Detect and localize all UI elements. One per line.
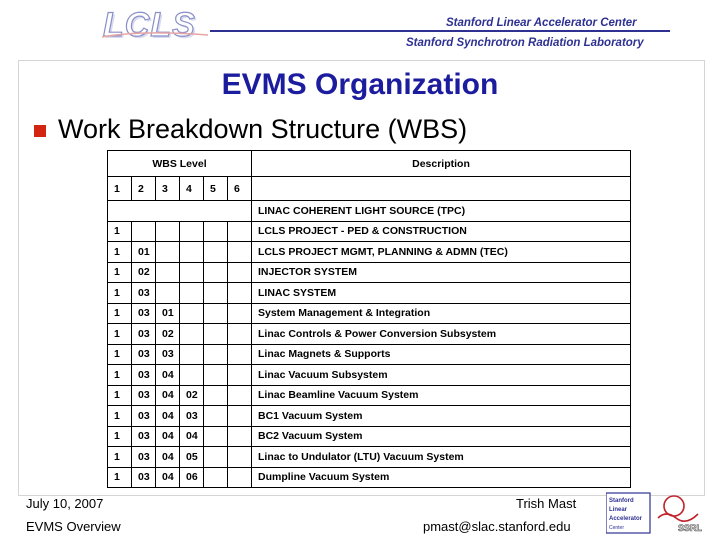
wbs-description-cell: LINAC SYSTEM xyxy=(252,283,631,304)
wbs-level-4-cell: 03 xyxy=(180,406,204,427)
slide-subtitle: Work Breakdown Structure (WBS) xyxy=(58,114,468,144)
wbs-level-3-cell: 04 xyxy=(156,447,180,468)
wbs-level-3-cell: 04 xyxy=(156,426,180,447)
level-1-label: 1 xyxy=(108,177,132,201)
wbs-description-cell: Dumpline Vacuum System xyxy=(252,467,631,488)
levels-row-description xyxy=(252,177,631,201)
wbs-level-2-cell xyxy=(132,221,156,242)
wbs-level-2-cell: 03 xyxy=(132,283,156,304)
wbs-description-cell: LCLS PROJECT MGMT, PLANNING & ADMN (TEC) xyxy=(252,242,631,263)
wbs-table xyxy=(107,150,631,488)
wbs-level-2-cell: 03 xyxy=(132,426,156,447)
slac-logo-line3: Accelerator xyxy=(609,516,643,522)
level-5-label: 5 xyxy=(204,177,228,201)
wbs-level-4-cell: 05 xyxy=(180,447,204,468)
wbs-level-4-cell xyxy=(180,303,204,324)
slide-title: EVMS Organization xyxy=(221,68,499,101)
table-row xyxy=(108,262,631,283)
lcls-logo xyxy=(103,6,203,46)
wbs-level-1-cell: 1 xyxy=(108,365,132,386)
wbs-level-4-cell xyxy=(180,324,204,345)
wbs-description-cell: Linac Vacuum Subsystem xyxy=(252,365,631,386)
wbs-level-3-cell: 04 xyxy=(156,467,180,488)
wbs-level-3-cell xyxy=(156,242,180,263)
wbs-level-6-cell xyxy=(228,303,252,324)
ssrl-ring-icon xyxy=(664,496,684,516)
wbs-level-5-cell xyxy=(204,385,228,406)
wbs-level-1-cell: 1 xyxy=(108,426,132,447)
wbs-level-4-cell xyxy=(180,344,204,365)
lcls-logo-text: LCLS xyxy=(103,6,196,44)
lcls-swoosh-icon xyxy=(100,30,210,40)
wbs-levels-row xyxy=(108,177,631,201)
wbs-level-4-cell xyxy=(180,365,204,386)
wbs-level-1-cell: 1 xyxy=(108,406,132,427)
wbs-level-6-cell xyxy=(228,344,252,365)
wbs-level-2-cell: 03 xyxy=(132,344,156,365)
table-row xyxy=(108,242,631,263)
wbs-level-1-cell: 1 xyxy=(108,344,132,365)
table-row xyxy=(108,324,631,345)
wbs-level-6-cell xyxy=(228,262,252,283)
wbs-level-5-cell xyxy=(204,426,228,447)
wbs-top-row xyxy=(108,201,631,222)
wbs-level-4-cell xyxy=(180,221,204,242)
wbs-level-5-cell xyxy=(204,324,228,345)
wbs-level-3-cell: 02 xyxy=(156,324,180,345)
wbs-level-2-cell: 01 xyxy=(132,242,156,263)
table-row xyxy=(108,406,631,427)
wbs-level-5-cell xyxy=(204,283,228,304)
wbs-level-1-cell: 1 xyxy=(108,262,132,283)
wbs-description-cell: System Management & Integration xyxy=(252,303,631,324)
wbs-level-5-cell xyxy=(204,344,228,365)
level-6-label: 6 xyxy=(228,177,252,201)
wbs-level-5-cell xyxy=(204,467,228,488)
wbs-level-3-cell: 01 xyxy=(156,303,180,324)
wbs-level-1-cell: 1 xyxy=(108,447,132,468)
wbs-level-5-cell xyxy=(204,365,228,386)
wbs-level-6-cell xyxy=(228,426,252,447)
wbs-level-5-cell xyxy=(204,221,228,242)
wbs-level-2-cell: 03 xyxy=(132,406,156,427)
wbs-level-4-cell: 04 xyxy=(180,426,204,447)
wbs-description-cell: Linac Controls & Power Conversion Subsystem xyxy=(252,324,631,345)
slac-logo-line1: Stanford xyxy=(609,498,634,504)
header-rule-top xyxy=(210,30,670,32)
table-row xyxy=(108,344,631,365)
footer-event: EVMS Overview xyxy=(26,519,121,534)
ssrl-logo-text: SSRL xyxy=(678,523,703,533)
level-2-label: 2 xyxy=(132,177,156,201)
wbs-description-cell: INJECTOR SYSTEM xyxy=(252,262,631,283)
table-row xyxy=(108,426,631,447)
wbs-level-1-cell: 1 xyxy=(108,283,132,304)
table-row xyxy=(108,303,631,324)
wbs-description-cell: LCLS PROJECT - PED & CONSTRUCTION xyxy=(252,221,631,242)
wbs-level-4-cell xyxy=(180,283,204,304)
wbs-level-3-cell: 03 xyxy=(156,344,180,365)
wbs-level-5-cell xyxy=(204,303,228,324)
wbs-level-2-cell: 03 xyxy=(132,467,156,488)
bullet-square-icon xyxy=(34,125,46,137)
wbs-level-2-cell: 03 xyxy=(132,303,156,324)
wbs-level-2-cell: 02 xyxy=(132,262,156,283)
wbs-level-4-cell: 02 xyxy=(180,385,204,406)
wbs-level-1-cell: 1 xyxy=(108,303,132,324)
wbs-header-row xyxy=(108,151,631,177)
wbs-level-6-cell xyxy=(228,406,252,427)
top-row-levels xyxy=(108,201,252,222)
wbs-level-1-cell: 1 xyxy=(108,324,132,345)
wbs-level-4-cell: 06 xyxy=(180,467,204,488)
footer-email: pmast@slac.stanford.edu xyxy=(423,519,571,534)
wbs-description-cell: BC1 Vacuum System xyxy=(252,406,631,427)
wbs-level-5-cell xyxy=(204,447,228,468)
wbs-level-6-cell xyxy=(228,467,252,488)
level-3-label: 3 xyxy=(156,177,180,201)
wbs-level-4-cell xyxy=(180,242,204,263)
slide-header xyxy=(0,0,720,58)
wbs-level-2-cell: 03 xyxy=(132,447,156,468)
wbs-level-1-cell: 1 xyxy=(108,385,132,406)
wbs-level-2-cell: 03 xyxy=(132,324,156,345)
header-org-slac: Stanford Linear Accelerator Center xyxy=(446,17,637,29)
footer-presenter: Trish Mast xyxy=(516,496,577,511)
wbs-level-6-cell xyxy=(228,324,252,345)
wbs-level-6-cell xyxy=(228,242,252,263)
wbs-level-3-cell xyxy=(156,262,180,283)
wbs-level-6-cell xyxy=(228,447,252,468)
wbs-level-3-cell: 04 xyxy=(156,406,180,427)
wbs-level-2-cell: 03 xyxy=(132,365,156,386)
wbs-description-cell: BC2 Vacuum System xyxy=(252,426,631,447)
table-row xyxy=(108,447,631,468)
table-row xyxy=(108,365,631,386)
wbs-description-cell: Linac Magnets & Supports xyxy=(252,344,631,365)
table-row xyxy=(108,385,631,406)
wbs-description-cell: Linac to Undulator (LTU) Vacuum System xyxy=(252,447,631,468)
wbs-level-1-cell: 1 xyxy=(108,221,132,242)
wbs-level-5-cell xyxy=(204,262,228,283)
wbs-level-1-cell: 1 xyxy=(108,467,132,488)
level-4-label: 4 xyxy=(180,177,204,201)
table-row xyxy=(108,467,631,488)
wbs-level-6-cell xyxy=(228,283,252,304)
wbs-description-cell: Linac Beamline Vacuum System xyxy=(252,385,631,406)
wbs-level-3-cell: 04 xyxy=(156,385,180,406)
top-row-description: LINAC COHERENT LIGHT SOURCE (TPC) xyxy=(252,201,631,222)
wbs-level-5-cell xyxy=(204,242,228,263)
wbs-level-6-cell xyxy=(228,221,252,242)
wbs-level-6-cell xyxy=(228,385,252,406)
wbs-level-1-cell: 1 xyxy=(108,242,132,263)
table-row xyxy=(108,283,631,304)
slac-ssrl-logo xyxy=(606,492,706,536)
wbs-level-4-cell xyxy=(180,262,204,283)
wbs-level-3-cell xyxy=(156,221,180,242)
wbs-level-3-cell: 04 xyxy=(156,365,180,386)
wbs-level-5-cell xyxy=(204,406,228,427)
wbs-level-3-cell xyxy=(156,283,180,304)
description-header: Description xyxy=(252,151,631,177)
wbs-level-header: WBS Level xyxy=(108,151,252,177)
table-row xyxy=(108,221,631,242)
footer-date: July 10, 2007 xyxy=(26,496,104,511)
slac-logo-line2: Linear xyxy=(609,507,628,513)
wbs-level-2-cell: 03 xyxy=(132,385,156,406)
wbs-level-6-cell xyxy=(228,365,252,386)
slac-logo-line4: Center xyxy=(609,525,625,531)
header-org-ssrl: Stanford Synchrotron Radiation Laboratory xyxy=(406,37,644,49)
